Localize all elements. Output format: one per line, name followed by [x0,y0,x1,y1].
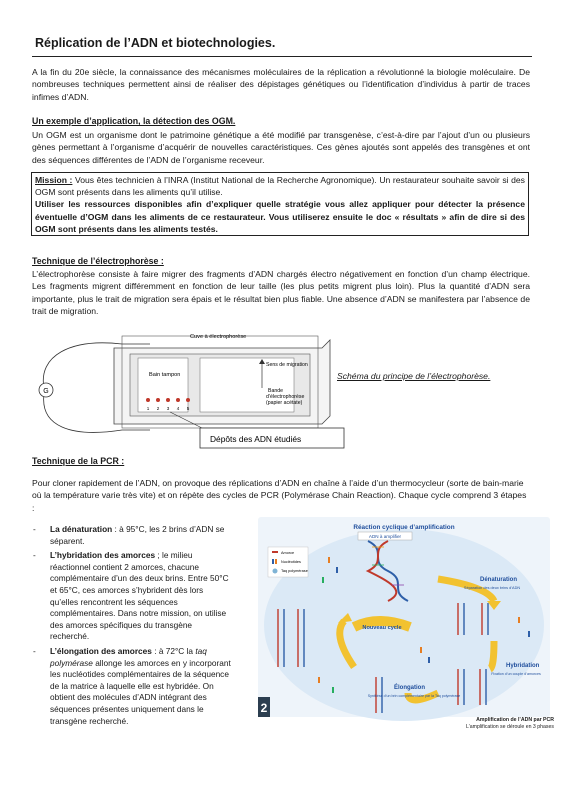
cuve-label: Cuve à électrophorèse [190,334,247,340]
elong-label: Élongation [394,685,425,691]
ogm-heading: Un exemple d’application, la détection des OGM. [32,116,236,126]
mission-label: Mission : [35,175,73,185]
step-text: : à 95°C, les 2 brins d’ADN se séparent. [50,524,225,546]
mission-instructions: Utiliser les ressources disponibles afin d’expliquer quelle stratégie vous allez appliquer pour détecter la présence éventuelle d’OGM dans les aliments de ce restaurateur. Vous utiliserez ensuite le doc « résultats » afin de dire si des OGM sont présents dans les aliments testés. [35,199,525,234]
legend-item: Taq polymérase [281,569,308,573]
pcr-figure-title: Réaction cyclique d’amplification [353,524,455,531]
well-label: 3 [166,406,170,411]
cycle-label: Nouveau cycle [362,625,402,631]
electrophoresis-diagram [30,326,350,450]
pcr-caption [430,717,554,730]
denat-sub: Séparation des deux brins d’ADN [463,586,521,590]
sens-label: Sens de migration [266,362,308,368]
intro-paragraph: A la fin du 20e siècle, la connaissance des mécanismes moléculaires de la réplication a révolutionné la biologie moléculaire. De nombreuses techniques permettent ainsi de réaliser des dépistages génétiques ou l’identification d’individus à partir de traces infimes d’ADN. [32,67,530,102]
well-label: 2 [156,406,160,411]
step-text: : à 72°C la [151,645,196,656]
depots-label: Dépôts des ADN étudiés [210,434,302,444]
figure-number: 2 [260,701,268,715]
bande-label-3: (papier acétate) [266,400,303,406]
elong-sub: Synthèse d’un brin complémentaire par la Taq polymérase [367,694,461,698]
pcr-paragraph: Pour cloner rapidement de l’ADN, on provoque des réplications d’ADN en chaîne à l’aide d’un thermocycleur (sorte de bain-marie où la température varie très vite) et on répète des cycles de PCR (Polymérase Chain Reaction). Chaque cycle comprend 3 étapes : [32,478,527,513]
hybrid-label: Hybridation [506,663,540,669]
pcr-steps-list [33,524,233,727]
ogm-paragraph: Un OGM est un organisme dont le patrimoine génétique a été modifié par transgenèse, c’est-à-dire par l’ajout d’un ou plusieurs gènes permettant à l’organisme d’acquérir de nouvelles caractéristiques. Ces gènes ajoutés sont appelés des transgènes et ont des séquences différentes de l’ADN de l’organisme receveur. [32,130,530,165]
step-text: allonge les amorces en y incorporant les nucléotides complémentaires de la séquence de la matrice à laquelle elle est hybridée. On obtient des molécules d’ADN intégrant des séquences présentes uniquement dans le transgène recherché. [50,657,231,726]
list-item: - L’hybridation des amorces ; le milieu réactionnel contient 2 amorces, chacune complémentaire d’un des deux brins. Entre 50°C et 65°C, ces amorces s’hybrident dès lors qu’elles rencontrent les séquences complémentaires. Dans notre mission, on utilise des amorces spécifiques du transgène recherché. [33,550,229,642]
legend-item: Nucléotides [281,560,301,564]
denat-label: Dénaturation [480,577,518,583]
electro-heading: Technique de l’électrophorèse : [32,256,164,266]
step-text: ; le milieu réactionnel contient 2 amorces, chacune complémentaire d’un des deux brins. Entre 50°C et 65°C, ces amorces s’hybrident dès lors qu’elles rencontrent les séquences complémentaires. Dans notre mission, on utilise des amorces spécifiques du transgène recherché. [50,550,229,642]
adn-label: ADN à amplifier [368,534,402,539]
pcr-heading: Technique de la PCR : [32,456,125,466]
well-label: 1 [146,406,150,411]
bande-label-1: Bande [268,388,284,394]
list-item: - La dénaturation : à 95°C, les 2 brins d’ADN se séparent. [33,524,225,546]
step-term: L’hybridation des amorces [50,550,156,561]
well-label: 4 [176,406,180,411]
generator-label: G [43,388,49,395]
legend-item: Amorce [281,551,295,555]
title-bar [32,34,532,57]
pcr-caption-title: Amplification de l’ADN par PCR [476,717,554,723]
hybrid-sub: Fixation d’un couple d’amorces [491,672,541,676]
electro-caption: Schéma du principe de l’électrophorèse. [337,371,491,381]
step-term: L’élongation des amorces [50,645,152,656]
step-italic: taq polymérase [50,645,207,668]
electro-paragraph: L’électrophorèse consiste à faire migrer des fragments d’ADN chargés électro négativement en fonction d’un champ électrique. Les fragments migrent différemment en fonction de leur taille (les plus petits migrent plus loin). Plus la quantité d’ADN sera importante, plus le trait de migration sera épais et le résultat bien plus fiable. Une absence d’ADN se manifestera par l’absence de trait de migration. [32,269,530,317]
page-title: Réplication de l’ADN et biotechnologies. [35,36,276,50]
bain-label: Bain tampon [149,372,181,378]
pcr-figure [258,517,550,742]
list-item: - L’élongation des amorces : à 72°C la taq polymérase allonge les amorces en y incorporant les nucléotides complémentaires de la séquence de la matrice à laquelle elle est hybridée. On obtient des molécules d’ADN intégrant des séquences présentes uniquement dans le transgène recherché. [33,645,231,726]
mission-text: Vous êtes technicien à l’INRA (Institut National de la Recherche Agronomique). Un restaurateur souhaite savoir si des OGM sont présents dans les aliments qu’il utilise. [35,175,525,198]
step-term: La dénaturation [50,524,113,534]
bande-label-2: d’électrophorèse [266,394,305,400]
mission-box [31,172,529,236]
pcr-caption-sub: L’amplification se déroule en 3 phases [466,723,554,730]
well-label: 5 [186,406,190,411]
